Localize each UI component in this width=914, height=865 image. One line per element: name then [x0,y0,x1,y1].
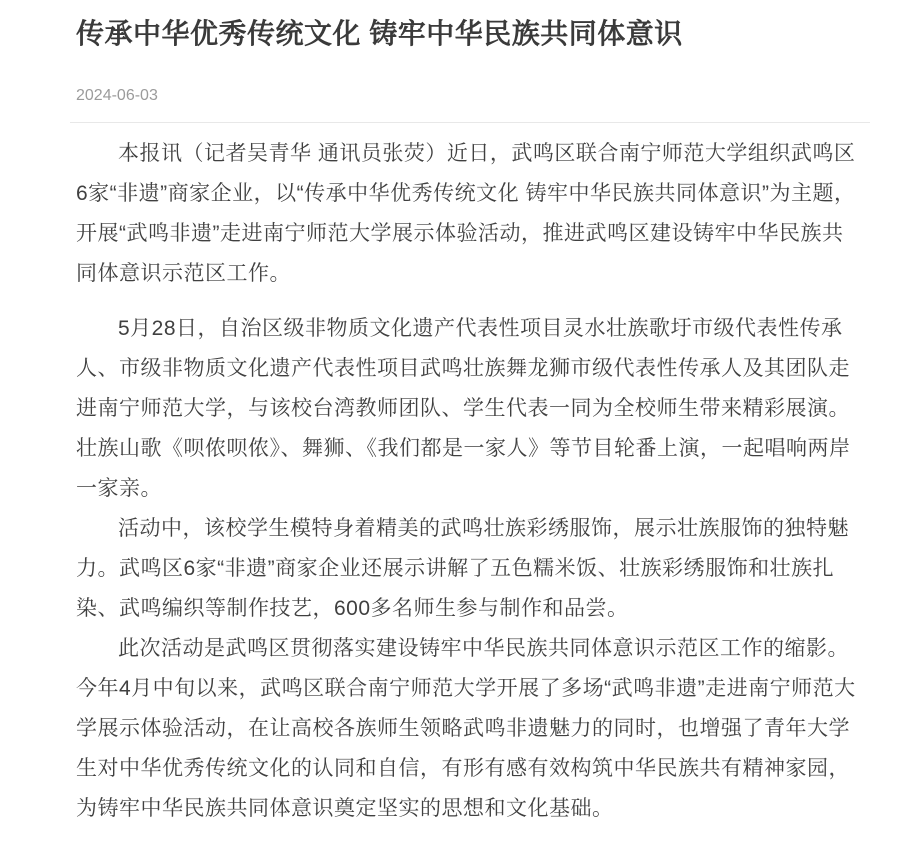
header-divider [70,122,870,123]
article-date: 2024-06-03 [76,87,158,104]
article-title: 传承中华优秀传统文化 铸牢中华民族共同体意识 [76,18,683,49]
article-container [76,0,857,829]
paragraph: 活动中，该校学生模特身着精美的武鸣壮族彩绣服饰，展示壮族服饰的独特魅力。武鸣区6家“非遗”商家企业还展示讲解了五色糯米饭、壮族彩绣服饰和壮族扎染、武鸣编织等制作技艺，600多名师生参与制作和品尝。 [76,517,849,620]
paragraph-lede: 本报讯（记者吴青华 通讯员张荧）近日，武鸣区联合南宁师范大学组织武鸣区6家“非遗”商家企业，以“传承中华优秀传统文化 铸牢中华民族共同体意识”为主题，开展“武鸣非遗”走进南宁师范大学展示体验活动，推进武鸣区建设铸牢中华民族共同体意识示范区工作。 [76,142,856,285]
floating-button-peek [427,848,587,865]
paragraph: 5月28日，自治区级非物质文化遗产代表性项目灵水壮族歌圩市级代表性传承人、市级非物质文化遗产代表性项目武鸣壮族舞龙狮市级代表性传承人及其团队走进南宁师范大学，与该校台湾教师团队、学生代表一同为全校师生带来精彩展演。壮族山歌《呗侬呗侬》、舞狮、《我们都是一家人》等节目轮番上演，一起唱响两岸一家亲。 [76,317,851,500]
article-body [76,134,857,829]
paragraph: 此次活动是武鸣区贯彻落实建设铸牢中华民族共同体意识示范区工作的缩影。今年4月中旬以来，武鸣区联合南宁师范大学开展了多场“武鸣非遗”走进南宁师范大学展示体验活动，在让高校各族师生领略武鸣非遗魅力的同时，也增强了青年大学生对中华优秀传统文化的认同和自信，有形有感有效构筑中华民族共有精神家园，为铸牢中华民族共同体意识奠定坚实的思想和文化基础。 [76,637,856,820]
